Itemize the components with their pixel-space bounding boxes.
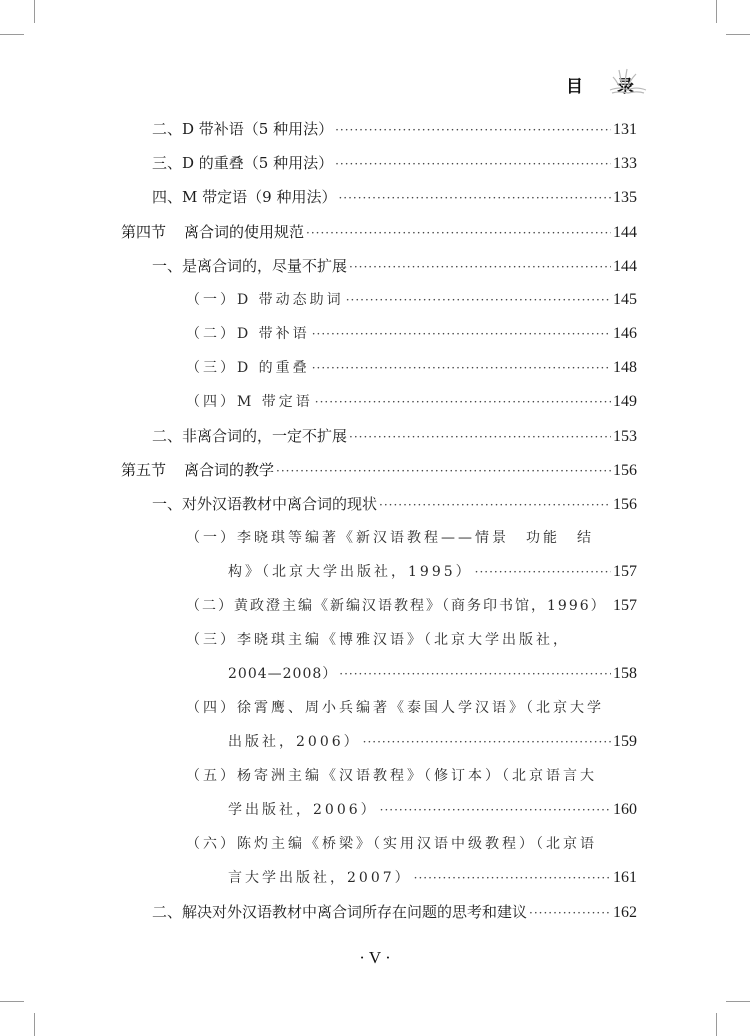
toc-entry-label: 言大学出版社，2007） <box>228 870 412 886</box>
dot-leader <box>276 464 611 478</box>
toc-entry-page: 162 <box>613 904 637 921</box>
dot-leader <box>335 157 611 171</box>
toc-entry-page: 149 <box>613 393 637 410</box>
toc-section-label <box>121 459 274 480</box>
toc-subentry[interactable] <box>186 595 637 619</box>
toc-entry[interactable] <box>152 118 637 142</box>
dot-leader <box>349 430 611 444</box>
toc-section-label <box>121 221 304 242</box>
dot-leader <box>379 498 611 512</box>
section-number: 第五节 <box>121 461 167 479</box>
toc-entry-label: （一）D 带动态助词 <box>186 292 344 308</box>
crop-mark <box>726 34 750 35</box>
toc-entry-page: 156 <box>613 462 637 479</box>
toc-entry[interactable] <box>152 493 637 517</box>
toc-entry-label: （四）M 带定语 <box>186 394 313 410</box>
toc-subentry-continuation[interactable] <box>228 731 637 755</box>
toc-entry-page: 144 <box>613 224 637 241</box>
toc-entry-page: 133 <box>613 155 637 172</box>
dot-leader <box>338 191 611 205</box>
toc-entry-page: 145 <box>613 291 637 308</box>
crop-mark <box>34 0 35 23</box>
toc-subentry[interactable] <box>186 289 637 313</box>
toc-entry-page: 160 <box>613 801 637 818</box>
toc-subentry[interactable] <box>186 629 637 653</box>
toc-entry-label: 一、对外汉语教材中离合词的现状 <box>152 495 378 513</box>
toc-entry-page: 161 <box>613 869 637 886</box>
section-title: 离合词的教学 <box>184 461 275 479</box>
toc-entry-label: （三）D 的重叠 <box>186 360 310 376</box>
page-number: · V · <box>359 948 391 967</box>
toc-entry-page: 157 <box>613 563 637 580</box>
toc-entry-label: 二、D 带补语（5 种用法） <box>152 120 334 138</box>
crop-mark <box>726 1001 750 1002</box>
section-number: 第四节 <box>121 223 167 241</box>
crop-mark <box>0 34 24 35</box>
toc-entry-label: 二、非离合词的，一定不扩展 <box>152 427 348 445</box>
toc-subentry[interactable] <box>186 765 637 789</box>
toc-subentry[interactable] <box>186 357 637 381</box>
toc-subentry-continuation[interactable] <box>228 561 637 585</box>
toc-entry-page: 153 <box>613 428 637 445</box>
toc-subentry[interactable] <box>186 323 637 347</box>
toc-entry-page: 159 <box>613 733 637 750</box>
crop-mark <box>716 0 717 23</box>
toc-entry-page: 144 <box>613 258 637 275</box>
toc-entry[interactable] <box>152 425 637 449</box>
toc-subentry[interactable] <box>186 527 637 551</box>
section-title: 离合词的使用规范 <box>184 223 305 241</box>
toc-entry[interactable] <box>152 186 637 210</box>
toc-entry-label: 四、M 带定语（9 种用法） <box>152 188 337 206</box>
toc-subentry-continuation[interactable] <box>228 867 637 891</box>
dot-leader <box>346 293 611 307</box>
dot-leader <box>312 361 611 375</box>
toc-entry-page: 157 <box>613 597 637 614</box>
toc-subentry[interactable] <box>186 697 637 721</box>
dot-leader <box>529 906 611 920</box>
toc-entry-label: 构》（北京大学出版社，1995） <box>228 564 473 580</box>
toc-entry[interactable] <box>152 255 637 279</box>
toc-entry-label: （六）陈灼主编《桥梁》（实用汉语中级教程）（北京语 <box>186 836 597 852</box>
toc-entry-label: 出版社，2006） <box>228 734 361 750</box>
toc-subentry[interactable] <box>186 833 637 857</box>
toc-entry-label: （二）黄政澄主编《新编汉语教程》（商务印书馆，1996） <box>186 598 607 614</box>
running-head <box>566 72 648 97</box>
toc-entry-page: 135 <box>613 189 637 206</box>
dot-leader <box>380 803 611 817</box>
running-head-title: 目 录 <box>566 77 648 97</box>
dot-leader <box>363 735 611 749</box>
toc-entry-label: （一）李晓琪等编著《新汉语教程——情景 功能 结 <box>186 530 594 546</box>
toc-entry-label: 二、解决对外汉语教材中离合词所存在问题的思考和建议 <box>152 903 528 921</box>
toc-entry-label: 2004—2008） <box>228 666 338 682</box>
dot-leader <box>414 871 611 885</box>
toc-entry-page: 148 <box>613 359 637 376</box>
toc-entry-label: 学出版社，2006） <box>228 802 378 818</box>
dot-leader <box>349 260 611 274</box>
toc-entry-page: 131 <box>613 121 637 138</box>
toc-section-entry[interactable] <box>121 459 637 483</box>
toc-entry-label: （三）李晓琪主编《博雅汉语》（北京大学出版社， <box>186 632 570 648</box>
book-wheat-icon <box>608 66 648 96</box>
toc-entry-page: 146 <box>613 325 637 342</box>
dot-leader <box>475 565 611 579</box>
toc-entry-label: （四）徐霄鹰、周小兵编著《泰国人学汉语》（北京大学 <box>186 700 604 716</box>
toc-subentry-continuation[interactable] <box>228 663 637 687</box>
dot-leader <box>335 123 611 137</box>
dot-leader <box>306 226 611 240</box>
toc-section-entry[interactable] <box>121 221 637 245</box>
toc-entry-label: （二）D 带补语 <box>186 326 310 342</box>
crop-mark <box>34 1013 35 1036</box>
toc-subentry[interactable] <box>186 391 637 415</box>
toc-entry-label: 一、是离合词的，尽量不扩展 <box>152 257 348 275</box>
toc-subentry-continuation[interactable] <box>228 799 637 823</box>
toc-entry-page: 156 <box>613 496 637 513</box>
toc-entry-label: （五）杨寄洲主编《汉语教程》（修订本）（北京语言大 <box>186 768 597 784</box>
crop-mark <box>0 1001 24 1002</box>
toc-entry[interactable] <box>152 152 637 176</box>
crop-mark <box>716 1013 717 1036</box>
dot-leader <box>312 327 611 341</box>
toc-entry-page: 158 <box>613 665 637 682</box>
toc-entry-label: 三、D 的重叠（5 种用法） <box>152 154 334 172</box>
dot-leader <box>315 395 611 409</box>
toc-entry[interactable] <box>152 901 637 925</box>
dot-leader <box>339 667 611 681</box>
